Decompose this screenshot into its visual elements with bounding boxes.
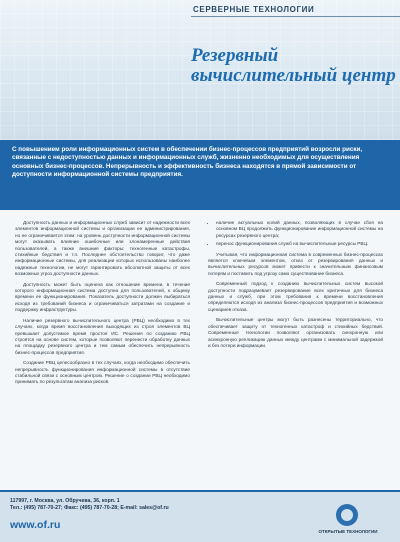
title-line-2: вычислительный центр: [191, 65, 396, 86]
left-paragraph: Создание РВЦ целесообразно в тех случаях, когда необходимо обеспечить непрерывность функционирования информационной системы в отсутствие стабильной связи с основным центром. Решение о создании РВЦ необходимо принимать по результатам анализа рисков.: [15, 360, 190, 385]
left-paragraph: Наличие резервного вычислительного центра (РВЦ) необходимо в тех случаях, когда время восстановления выходящих из строя элементов ВЦ превышает допустимое время простоя ИС. Решения по созданию РВЦ строятся на основе систем, которые позволяют перенести обработку данных на площадку резервного центра и тем самым обеспечить непрерывность бизнес-процессов предприятия.: [15, 317, 190, 355]
contact-line: Тел.: (495) 787-70-27; Факс: (495) 787-70-28; E-mail: sales@of.ru: [10, 505, 169, 511]
header-rule: [191, 16, 400, 17]
left-paragraph: Доступность может быть оценена как отношение времени, в течение которого информационная система доступна для пользователей, к общему времени ее функционирования. Показатель доступности должен выбираться исходя из требований бизнеса и ограничиваться затратами на создание и поддержку инфраструктуры.: [15, 281, 190, 313]
address-line: 117997, г. Москва, ул. Обручева, 36, корп. 1: [10, 498, 120, 504]
company-logo: [306, 504, 390, 538]
right-paragraph: Вычислительные центры могут быть разнесены территориально, что обеспечивает защиту от техногенных катастроф и стихийных бедствий. Современные технологии позволяют организовать синхронную или асинхронную репликацию данных между центрами с минимальной задержкой и без потери информации.: [208, 317, 383, 348]
left-column: [15, 220, 190, 390]
bullet-item: • перенос функционирования служб на вычислительные ресурсы РВЦ.: [216, 241, 383, 247]
right-paragraph: Современный подход к созданию вычислительных систем высокой доступности подразумевает резервирование всех критичных для бизнеса данных и служб, при этом требования к времени восстановления определяются исходя из анализа бизнес-процессов предприятия и возможных сценариев отказа.: [208, 281, 383, 312]
page-title: [191, 45, 396, 86]
left-paragraph: Доступность данных и информационных служб зависит от надежности всех элементов информационной системы и организации ее администрирования, но не ограничивается этим: на уровень доступности информационной системы могут оказывать влияние ошибочные или злонамеренные действия пользователей, а также внешние факторы: техногенные катастрофы, стихийные бедствия и т.п. Последнее обстоятельство говорит, что даже информационные системы, для реализации которых использованы наиболее надежные технологии, не могут гарантировать абсолютной защиты от всех возможных угроз доступности данных.: [15, 220, 190, 277]
bullet-item: • наличие актуальных копий данных, позволяющих в случае сбоя на основном ВЦ продолжить функционирование информационной системы на ресурсах резервного центра;: [216, 220, 383, 239]
logo-icon: [336, 504, 358, 526]
right-column: [208, 220, 383, 353]
logo-text: ОТКРЫТЫЕ ТЕХНОЛОГИИ: [318, 529, 378, 534]
right-bullet-list: [208, 220, 383, 248]
lead-paragraph: С повышением роли информационных систем в обеспечении бизнес-процессов предприятий возросли риски, связанные с недоступностью данных и информационных служб, жизненно необходимых для осуществления основных бизнес-процессов. Непрерывность и эффективность бизнеса находятся в прямой зависимости от доступности информационной системы предприятия.: [12, 146, 363, 179]
title-line-1: Резервный: [191, 45, 279, 66]
footer-divider: [0, 490, 400, 492]
section-label: СЕРВЕРНЫЕ ТЕХНОЛОГИИ: [193, 5, 315, 14]
website-link[interactable]: www.of.ru: [10, 519, 61, 531]
contact-address: [10, 498, 169, 512]
right-paragraph: Учитывая, что информационная система в современных бизнес-процессах является ключевым элементом, отказ от резервирования данных и вычислительных ресурсов может привести к значительным финансовым потерям и поставить под угрозу само существование бизнеса.: [208, 251, 383, 276]
